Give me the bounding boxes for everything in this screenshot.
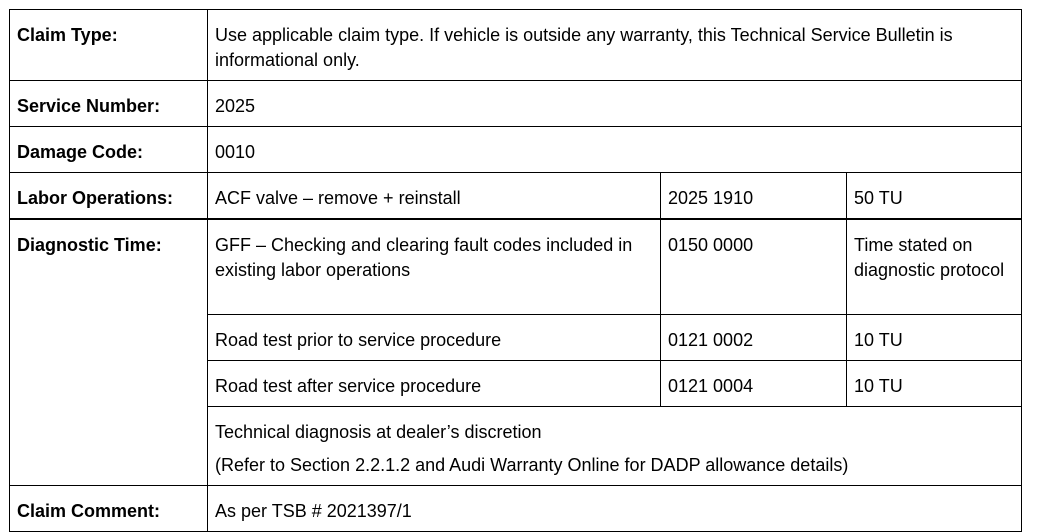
diagnostic-item-code: 0121 0004 [661, 360, 847, 406]
diagnostic-item-time: Time stated on diagnostic protocol [847, 219, 1022, 314]
damage-code-row [10, 127, 1022, 173]
claim-type-label: Claim Type: [10, 10, 208, 81]
damage-code-label: Damage Code: [10, 127, 208, 173]
diagnostic-item-time: 10 TU [847, 314, 1022, 360]
labor-operations-row [10, 173, 1022, 220]
claim-comment-row [10, 485, 1022, 531]
service-number-value: 2025 [208, 81, 1022, 127]
diagnostic-item-description: Road test after service procedure [208, 360, 661, 406]
diagnostic-item-code: 0150 0000 [661, 219, 847, 314]
diagnostic-row [10, 219, 1022, 314]
dadp-reference-note: (Refer to Section 2.2.1.2 and Audi Warranty Online for DADP allowance details) [215, 454, 849, 475]
claim-comment-label: Claim Comment: [10, 485, 208, 531]
claim-comment-value: As per TSB # 2021397/1 [208, 485, 1022, 531]
labor-operation-code: 2025 1910 [661, 173, 847, 220]
labor-operation-description: ACF valve – remove + reinstall [208, 173, 661, 220]
diagnostic-item-time: 10 TU [847, 360, 1022, 406]
claim-type-value: Use applicable claim type. If vehicle is outside any warranty, this Technical Service Bulletin is informational only. [208, 10, 1022, 81]
diagnostic-item-description: GFF – Checking and clearing fault codes included in existing labor operations [208, 219, 661, 314]
claim-type-row [10, 10, 1022, 81]
damage-code-value: 0010 [208, 127, 1022, 173]
diagnostic-item-code: 0121 0002 [661, 314, 847, 360]
labor-operation-time: 50 TU [847, 173, 1022, 220]
diagnostic-item-description: Road test prior to service procedure [208, 314, 661, 360]
service-number-row [10, 81, 1022, 127]
labor-operations-label: Labor Operations: [10, 173, 208, 220]
diagnostic-note-cell [208, 406, 1022, 485]
dealer-discretion-note: Technical diagnosis at dealer’s discretion [215, 421, 542, 442]
warranty-info-table [9, 9, 1022, 532]
diagnostic-time-label: Diagnostic Time: [10, 219, 208, 485]
service-number-label: Service Number: [10, 81, 208, 127]
